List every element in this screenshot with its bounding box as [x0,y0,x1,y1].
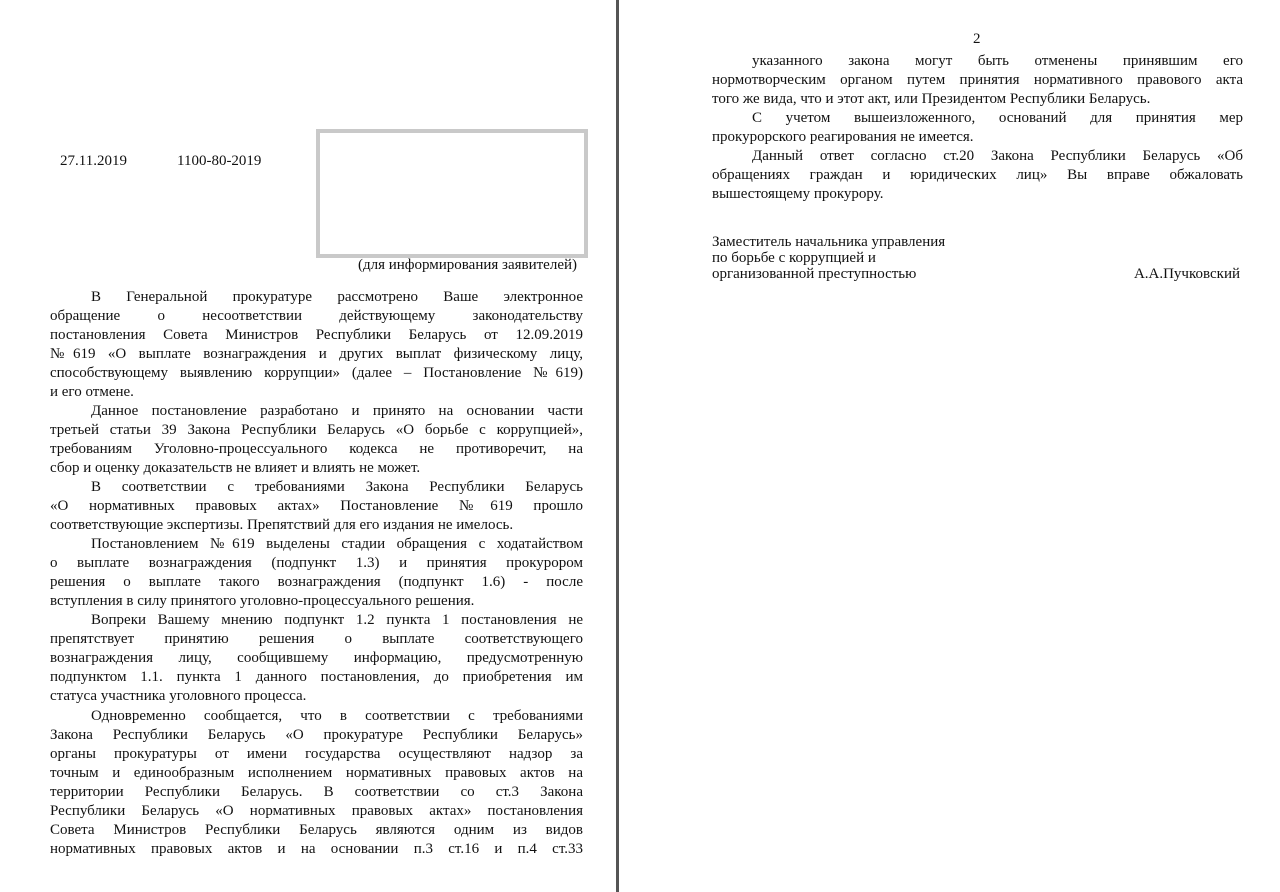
paragraph-line: сбор и оценку доказательств не влияет и влиять не может. [50,460,421,477]
paragraph-line: С учетом вышеизложенного, оснований для принятия мер [752,110,1243,127]
paragraph-line: «О нормативных правовых актах» Постановление №619 прошло [50,498,583,515]
paragraph-line: вступления в силу принятого уголовно-процессуального решения. [50,593,475,610]
paragraph-line: территории Республики Беларусь. В соответствии со ст.3 Закона [50,783,583,800]
paragraph-line: указанного закона могут быть отменены принявшим его [752,53,1243,69]
redacted-addressee-box [316,129,588,258]
paragraph-line: нормативных правовых актов и на основании п.3 ст.16 и п.4 ст.33 [50,840,583,857]
paragraph-line: Одновременно сообщается, что в соответствии с требованиями [91,707,583,724]
paragraph-line: подпунктом 1.1. пункта 1 данного постановления, до приобретения им [50,669,583,686]
signatory-position-line: организованной преступностью [712,266,917,282]
paragraph-line: того же вида, что и этот акт, или Президентом Республики Беларусь. [712,91,1151,107]
paragraph-line: Республики Беларусь «О нормативных правовых актах» постановления [50,802,583,819]
paragraph-line: прокурорского реагирования не имеется. [712,129,974,146]
paragraph-line: Вопреки Вашему мнению подпункт 1.2 пункта 1 постановления не [91,612,583,629]
signatory-position-line: по борьбе с коррупцией и [712,250,876,266]
paragraph-line: Данное постановление разработано и принято на основании части [91,403,583,420]
paragraph-line: постановления Совета Министров Республики Беларусь от 12.09.2019 [50,327,583,343]
paragraph-line: о выплате вознаграждения (подпункт 1.3) и принятия прокурором [50,555,583,572]
paragraph-line: вознаграждения лицу, сообщившему информацию, предусмотренную [50,650,583,667]
paragraph-line: В соответствии с требованиями Закона Республики Беларусь [91,479,583,496]
paragraph-line: требованиям Уголовно-процессуального кодекса не противоречит, на [50,441,583,458]
paragraph-line: точным и единообразным исполнением нормативных правовых актов на [50,764,583,781]
paragraph-line: В Генеральной прокуратуре рассмотрено Ваше электронное [91,289,583,305]
paragraph-line: Данный ответ согласно ст.20 Закона Республики Беларусь «Об [752,148,1243,165]
paragraph-line: соответствующие экспертизы. Препятствий для его издания не имелось. [50,517,514,534]
paragraph-line: обращение о несоответствии действующему законодательству [50,308,583,324]
paragraph-line: препятствует принятию решения о выплате соответствующего [50,631,583,648]
paragraph-line: и его отмене. [50,384,134,400]
document-date: 27.11.2019 [60,153,127,169]
paragraph-line: третьей статьи 39 Закона Республики Беларусь «О борьбе с коррупцией», [50,422,583,439]
paragraph-line: обращениях граждан и юридических лиц» Вы вправе обжаловать [712,167,1243,184]
paragraph-line: Совета Министров Республики Беларусь являются одним из видов [50,821,583,838]
paragraph-line: статуса участника уголовного процесса. [50,688,307,705]
signatory-name: А.А.Пучковский [1133,266,1240,282]
addressee-caption: (для информирования заявителей) [357,257,577,273]
document-number: 1100-80-2019 [177,153,262,169]
page-divider [616,0,619,892]
paragraph-line: органы прокуратуры от имени государства осуществляют надзор за [50,745,583,762]
paragraph-line: Постановлением №619 выделены стадии обращения с ходатайством [91,536,583,553]
paragraph-line: нормотворческим органом путем принятия нормативного правового акта [712,72,1243,88]
paragraph-line: №619 «О выплате вознаграждения и других выплат физическому лицу, [50,346,583,362]
paragraph-line: Закона Республики Беларусь «О прокуратуре Республики Беларусь» [50,726,583,743]
signatory-position-line: Заместитель начальника управления [712,234,946,250]
paragraph-line: вышестоящему прокурору. [712,186,884,203]
page-number: 2 [973,31,981,47]
paragraph-line: способствующему выявлению коррупции» (далее – Постановление №619) [50,365,583,381]
paragraph-line: решения о выплате такого вознаграждения (подпункт 1.6) - после [50,574,583,591]
